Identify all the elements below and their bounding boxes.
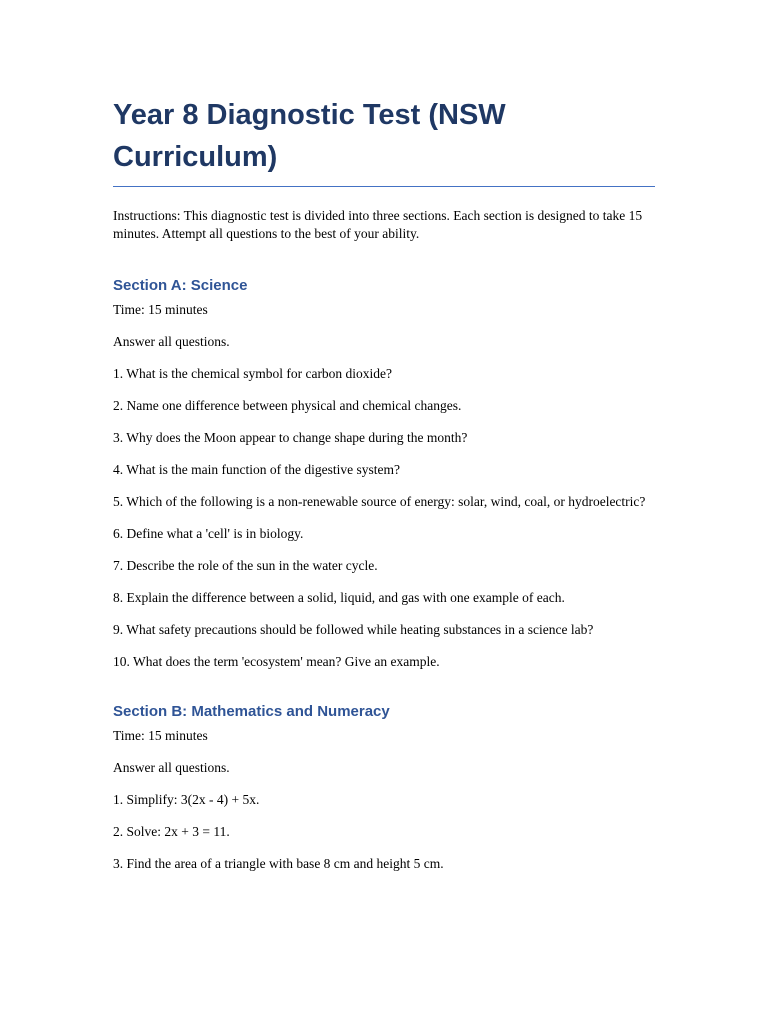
section-a-time: Time: 15 minutes: [113, 302, 208, 317]
instructions-text: Instructions: This diagnostic test is divided into three sections. Each section is designed to take 15 minutes. Attempt all questions to the best of your ability.: [113, 208, 643, 241]
question-a5: 5. Which of the following is a non-renewable source of energy: solar, wind, coal, or hydroelectric?: [113, 494, 646, 509]
question-a10: 10. What does the term 'ecosystem' mean? Give an example.: [113, 654, 440, 669]
section-a-heading: Section A: Science: [113, 277, 248, 294]
question-a2: 2. Name one difference between physical and chemical changes.: [113, 398, 462, 413]
section-b-directions: Answer all questions.: [113, 760, 230, 775]
section-b-heading: Section B: Mathematics and Numeracy: [113, 703, 390, 720]
question-a8: 8. Explain the difference between a solid, liquid, and gas with one example of each.: [113, 590, 565, 605]
question-a9: 9. What safety precautions should be followed while heating substances in a science lab?: [113, 622, 594, 637]
question-a7: 7. Describe the role of the sun in the water cycle.: [113, 558, 378, 573]
question-b2: 2. Solve: 2x + 3 = 11.: [113, 824, 230, 839]
question-b3: 3. Find the area of a triangle with base 8 cm and height 5 cm.: [113, 856, 444, 871]
question-a1: 1. What is the chemical symbol for carbon dioxide?: [113, 366, 393, 381]
section-b-time: Time: 15 minutes: [113, 728, 208, 743]
question-a6: 6. Define what a 'cell' is in biology.: [113, 526, 304, 541]
document-page: [113, 94, 655, 873]
section-a-directions: Answer all questions.: [113, 334, 230, 349]
question-a4: 4. What is the main function of the digestive system?: [113, 462, 400, 477]
question-a3: 3. Why does the Moon appear to change shape during the month?: [113, 430, 468, 445]
question-b1: 1. Simplify: 3(2x - 4) + 5x.: [113, 792, 260, 807]
document-title: Year 8 Diagnostic Test (NSW Curriculum): [113, 94, 655, 187]
